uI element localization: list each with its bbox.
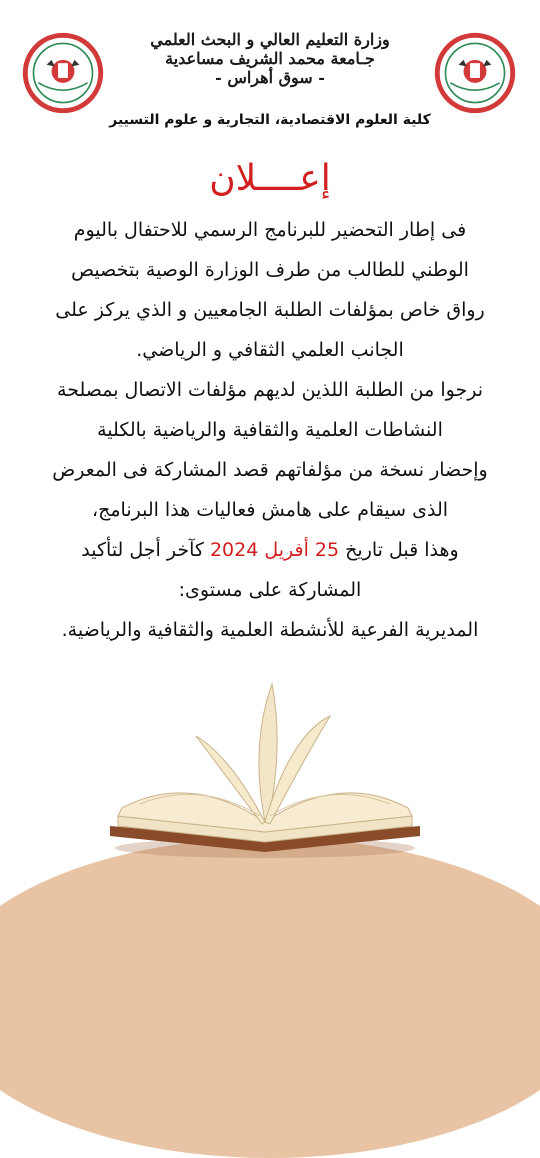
deadline-suffix: كآخر أجل لتأكيد	[81, 539, 204, 561]
body-line: المشاركة على مستوى:	[178, 579, 362, 601]
body-line: فى إطار التحضير للبرنامج الرسمي للاحتفال باليوم	[73, 219, 467, 241]
body-line: المديرية الفرعية للأنشطة العلمية والثقافية والرياضية.	[61, 619, 479, 641]
university-seal-icon	[434, 32, 516, 114]
deadline-prefix: وهذا قبل تاريخ	[345, 539, 459, 561]
body-line: وإحضار نسخة من مؤلفاتهم قصد المشاركة فى المعرض	[52, 459, 488, 481]
ministry-name: وزارة التعليم العالي و البحث العلمي	[150, 30, 390, 49]
announcement-title: إعــــلان	[209, 158, 331, 199]
announcement-body	[22, 210, 518, 650]
body-line: الجانب العلمي الثقافي و الرياضي.	[136, 339, 404, 361]
body-line: الوطني للطالب من طرف الوزارة الوصية بتخصيص	[71, 259, 469, 281]
university-seal-icon	[22, 32, 104, 114]
institution-header	[120, 30, 420, 87]
ground-shape	[0, 838, 540, 1158]
open-book-icon	[100, 676, 430, 860]
body-line: الذى سيقام على هامش فعاليات هذا البرنامج،	[91, 499, 449, 521]
body-line: رواق خاص بمؤلفات الطلبة الجامعيين و الذي يركز على	[55, 299, 485, 321]
deadline-line	[22, 530, 518, 570]
city-name: - سوق أهراس -	[215, 68, 325, 87]
deadline-date: 25 أفريل 2024	[209, 539, 340, 561]
body-line: النشاطات العلمية والثقافية والرياضية بالكلية	[97, 419, 443, 441]
university-name: جـامعة محمد الشريف مساعدية	[165, 49, 375, 68]
faculty-name: كلية العلوم الاقتصادية، التجارية و علوم التسيير	[109, 112, 431, 128]
body-line: نرجوا من الطلبة اللذين لديهم مؤلفات الاتصال بمصلحة	[57, 379, 483, 401]
